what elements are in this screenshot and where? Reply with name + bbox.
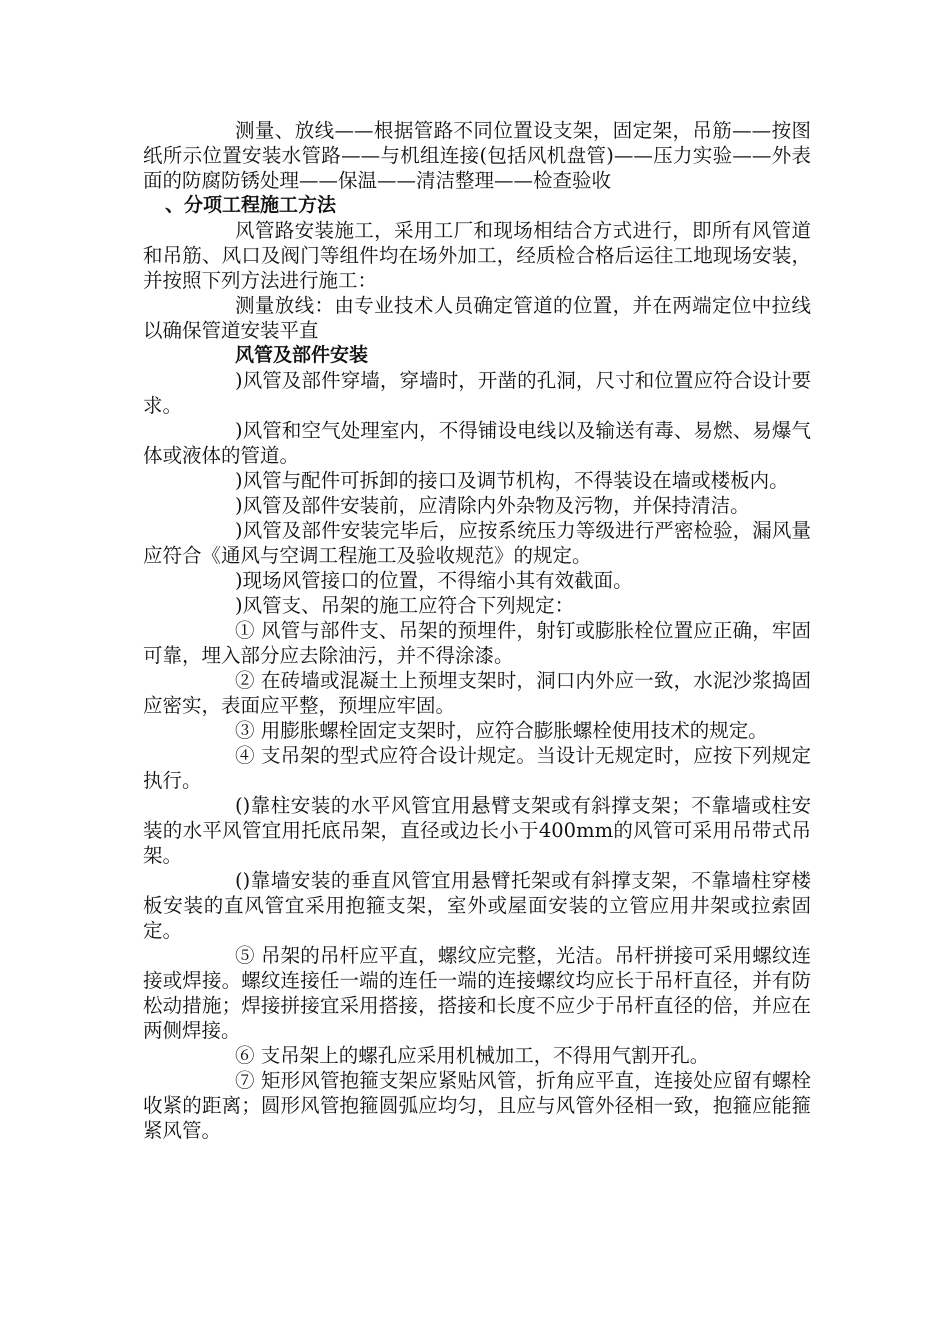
paragraph-item-no-wiring: )风管和空气处理室内，不得铺设电线以及输送有毒、易燃、易爆气体或液体的管道。 <box>143 419 811 467</box>
subsection-heading-duct-parts: 风管及部件安装 <box>235 344 369 366</box>
paragraph-item-cleaning: )风管及部件安装前，应清除内外杂物及污物，并保持清洁。 <box>235 494 750 517</box>
paragraph-rule-4-a: ()靠柱安装的水平风管宜用悬臂支架或有斜撑支架；不靠墙或柱安装的水平风管宜用托底吊架，直径或边长小于400mm的风管可采用吊带式吊架。 <box>143 794 811 867</box>
paragraph-item-wall-penetration: )风管及部件穿墙，穿墙时，开凿的孔洞，尺寸和位置应符合设计要求。 <box>143 369 811 417</box>
paragraph-rule-4: ④ 支吊架的型式应符合设计规定。当设计无规定时，应按下列规定执行。 <box>143 744 811 792</box>
paragraph-item-leak-test: )风管及部件安装完毕后，应按系统压力等级进行严密检验，漏风量应符合《通风与空调工程施工及验收规范》的规定。 <box>143 519 811 567</box>
paragraph-rule-7: ⑦ 矩形风管抱箍支架应紧贴风管，折角应平直，连接处应留有螺栓收紧的距离；圆形风管抱箍圆弧应均匀，且应与风管外径相一致，抱箍应能箍紧风管。 <box>143 1069 811 1142</box>
paragraph-item-removable-joints: )风管与配件可拆卸的接口及调节机构，不得装设在墙或楼板内。 <box>235 469 789 492</box>
paragraph-duct-installation-intro: 风管路安装施工，采用工厂和现场相结合方式进行，即所有风管道和吊筋、风口及阀门等组件均在场外加工，经质检合格后运往工地现场安装，并按照下列方法进行施工： <box>143 219 811 292</box>
paragraph-rule-5: ⑤ 吊架的吊杆应平直，螺纹应完整，光洁。吊杆拼接可采用螺纹连接或焊接。螺纹连接任一端的连任一端的连接螺纹均应长于吊杆直径，并有防松动措施；焊接拼接宜采用搭接，搭接和长度不应少于吊杆直径的倍，并应在两侧焊接。 <box>143 944 811 1042</box>
paragraph-survey-layout: 测量放线：由专业技术人员确定管道的位置，并在两端定位中拉线以确保管道安装平直 <box>143 294 811 342</box>
paragraph-rule-4-b: ()靠墙安装的垂直风管宜用悬臂托架或有斜撑支架，不靠墙柱穿楼板安装的直风管宜采用抱箍支架，室外或屋面安装的立管应用井架或拉索固定。 <box>143 869 811 942</box>
paragraph-rule-3: ③ 用膨胀螺栓固定支架时，应符合膨胀螺栓使用技术的规定。 <box>235 719 768 742</box>
paragraph-rule-2: ② 在砖墙或混凝土上预埋支架时，洞口内外应一致，水泥沙浆捣固应密实，表面应平整，预埋应牢固。 <box>143 669 811 717</box>
document-page <box>143 118 811 1143</box>
paragraph-rule-1: ① 风管与部件支、吊架的预埋件，射钉或膨胀栓位置应正确，牢固可靠，埋入部分应去除油污，并不得涂漆。 <box>143 619 811 667</box>
paragraph-process-flow: 测量、放线——根据管路不同位置设支架，固定架，吊筋——按图纸所示位置安装水管路——与机组连接(包括风机盘管)——压力实验——外表面的防腐防锈处理——保温——清洁整理——检查验收 <box>143 119 811 192</box>
paragraph-rule-6: ⑥ 支吊架上的螺孔应采用机械加工，不得用气割开孔。 <box>235 1044 710 1067</box>
paragraph-item-support-rules: )风管支、吊架的施工应符合下列规定： <box>235 594 575 617</box>
section-heading-subitem-methods: 、分项工程施工方法 <box>165 194 337 216</box>
paragraph-item-joint-position: )现场风管接口的位置，不得缩小其有效截面。 <box>235 569 633 592</box>
